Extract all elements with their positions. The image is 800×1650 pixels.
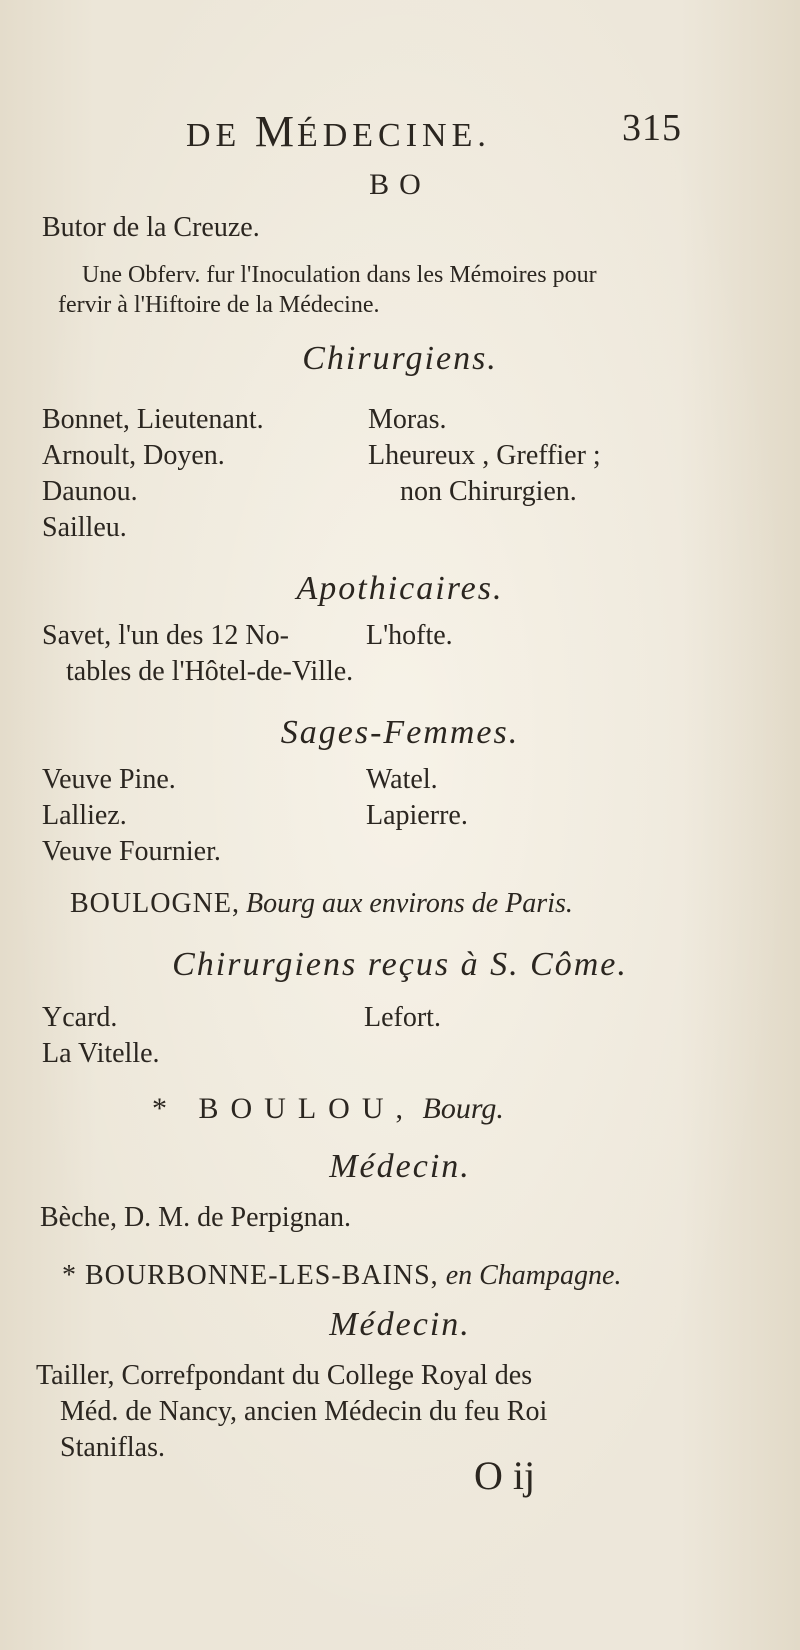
- place-description: en Champagne.: [445, 1260, 622, 1291]
- subheading-chirurgiens-s-come: Chirurgiens reçus à S. Côme.: [172, 946, 628, 983]
- place-description: Bourg aux environs de Paris.: [246, 888, 573, 919]
- place-description: Bourg.: [422, 1092, 504, 1125]
- physician-bourbonne-line-2: Méd. de Nancy, ancien Médecin du feu Roi: [60, 1396, 548, 1427]
- header-capital: M: [254, 107, 297, 156]
- header-rest: ÉDECINE.: [296, 117, 491, 154]
- section-heading-bo: BO: [369, 168, 431, 201]
- running-header: [186, 106, 491, 157]
- surgeon-right-1: Moras.: [368, 404, 447, 435]
- midwife-right-1: Watel.: [366, 764, 438, 795]
- surgeon-left-3: Daunou.: [42, 476, 138, 507]
- physician-bourbonne-line-1: Tailler, Correfpondant du College Royal des: [36, 1360, 533, 1391]
- midwife-left-2: Lalliez.: [42, 800, 127, 831]
- surgeon-left-1: Bonnet, Lieutenant.: [42, 404, 264, 435]
- signature-mark: O ij: [474, 1453, 536, 1498]
- apothecary-left-1: Savet, l'un des 12 No-: [42, 620, 289, 651]
- header-prefix: DE: [186, 117, 255, 154]
- apothecary-left-2: tables de l'Hôtel-de-Ville.: [66, 656, 354, 687]
- surgeon-boulogne-right-1: Lefort.: [364, 1002, 441, 1033]
- entry-butor: Butor de la Creuze.: [42, 212, 260, 243]
- physician-bourbonne-line-3: Staniflas.: [60, 1432, 165, 1463]
- surgeon-left-2: Arnoult, Doyen.: [42, 440, 225, 471]
- physician-boulou: Bèche, D. M. de Perpignan.: [40, 1202, 352, 1233]
- subheading-medecin-boulou: Médecin.: [329, 1148, 471, 1185]
- place-boulou: [152, 1092, 504, 1126]
- subheading-medecin-bourbonne: Médecin.: [329, 1306, 471, 1343]
- surgeon-left-4: Sailleu.: [42, 512, 127, 543]
- place-name: * BOURBONNE-LES-BAINS,: [62, 1260, 439, 1291]
- subheading-apothicaires: Apothicaires.: [296, 570, 504, 607]
- midwife-right-2: Lapierre.: [366, 800, 468, 831]
- midwife-left-3: Veuve Fournier.: [42, 836, 221, 867]
- place-bourbonne: [62, 1260, 621, 1292]
- surgeon-boulogne-left-1: Ycard.: [42, 1002, 118, 1033]
- place-name: * BOULOU,: [152, 1092, 415, 1125]
- surgeon-right-2: Lheureux , Greffier ;: [368, 440, 601, 471]
- place-name: BOULOGNE: [70, 888, 232, 919]
- note-line-1: Une Obferv. fur l'Inoculation dans les Mémoires pour: [82, 262, 597, 288]
- subheading-sages-femmes: Sages-Femmes.: [280, 714, 520, 751]
- subheading-chirurgiens: Chirurgiens.: [302, 340, 498, 377]
- midwife-left-1: Veuve Pine.: [42, 764, 176, 795]
- surgeon-boulogne-left-2: La Vitelle.: [42, 1038, 160, 1069]
- note-line-2: fervir à l'Hiftoire de la Médecine.: [58, 292, 380, 318]
- surgeon-right-3: non Chirurgien.: [400, 476, 577, 507]
- page-number: 315: [622, 107, 682, 149]
- apothecary-right-1: L'hofte.: [366, 620, 453, 651]
- place-boulogne: BOULOGNE, Bourg aux environs de Paris.: [70, 888, 573, 919]
